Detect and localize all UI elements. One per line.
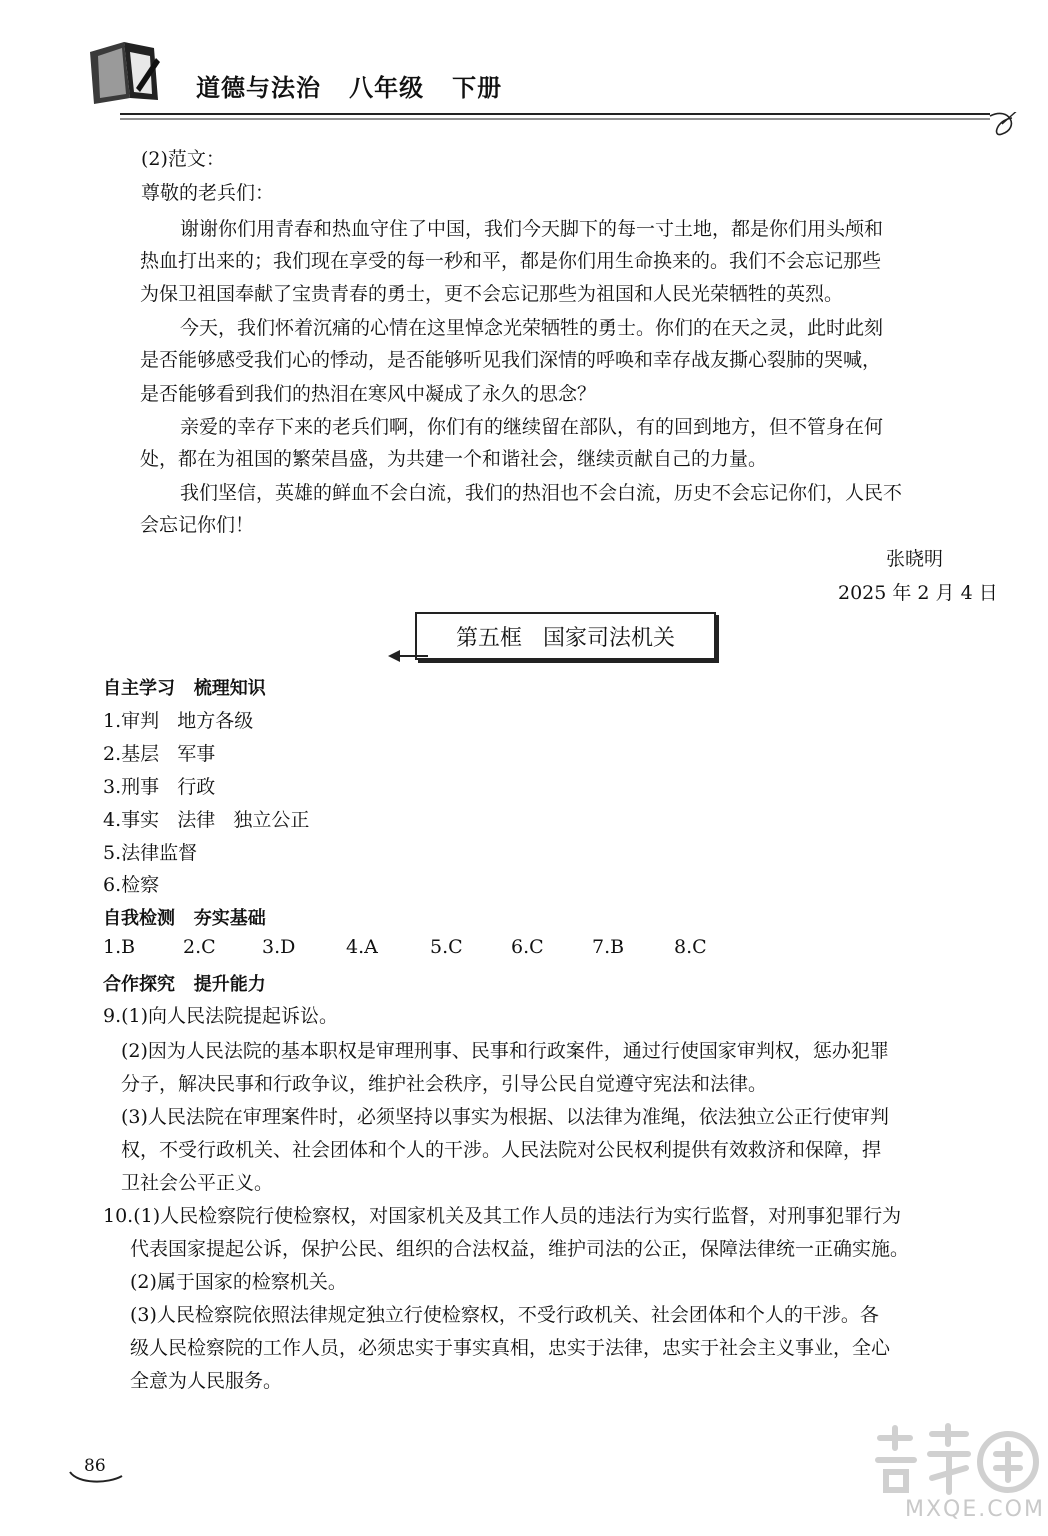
- header-rule: [120, 112, 1030, 152]
- essay-salutation: 尊敬的老兵们：: [141, 182, 275, 204]
- watermark-logo: [870, 1420, 1040, 1500]
- section-title: 第五框 国家司法机关: [415, 612, 716, 660]
- essay-line: 我们坚信，英雄的鲜血不会白流，我们的热泪也不会白流，历史不会忘记你们，人民不: [180, 482, 903, 504]
- essay-line: 今天，我们怀着沉痛的心情在这里悼念光荣牺牲的勇士。你们的在天之灵，此时此刻: [180, 317, 884, 339]
- answer-line: 级人民检察院的工作人员，必须忠实于事实真相，忠实于法律，忠实于社会主义事业，全心: [130, 1337, 891, 1359]
- essay-line: 亲爱的幸存下来的老兵们啊，你们有的继续留在部队，有的回到地方，但不管身在何: [180, 416, 884, 438]
- list-item: 4.事实 法律 独立公正: [103, 809, 310, 831]
- essay-line: 处，都在为祖国的繁荣昌盛，为共建一个和谐社会，继续贡献自己的力量。: [140, 448, 768, 470]
- list-item: 3.刑事 行政: [103, 776, 216, 798]
- mc-answer: 2.C: [183, 936, 216, 958]
- answer-line: (2)因为人民法院的基本职权是审理刑事、民事和行政案件，通过行使国家审判权，惩办犯罪: [121, 1040, 889, 1062]
- watermark-url: MXQE.COM: [905, 1497, 1045, 1522]
- answer-line: 全意为人民服务。: [130, 1370, 283, 1392]
- essay-line: 热血打出来的；我们现在享受的每一秒和平，都是你们用生命换来的。我们不会忘记那些: [140, 250, 882, 272]
- page-number: 86: [84, 1456, 106, 1476]
- essay-line: 是否能够感受我们心的悸动，是否能够听见我们深情的呼唤和幸存战友撕心裂肺的哭喊，: [140, 349, 882, 371]
- answer-line: 权，不受行政机关、社会团体和个人的干涉。人民法院对公民权利提供有效救济和保障，捍: [121, 1139, 882, 1161]
- essay-date: 2025 年 2 月 4 日: [838, 582, 998, 604]
- list-item: 5.法律监督: [103, 842, 198, 864]
- list-item: 1.审判 地方各级: [103, 710, 254, 732]
- mc-answer: 5.C: [430, 936, 463, 958]
- list-item: 2.基层 军事: [103, 743, 216, 765]
- essay-line: 会忘记你们！: [140, 514, 255, 536]
- mc-answer: 6.C: [511, 936, 544, 958]
- answer-line: (3)人民法院在审理案件时，必须坚持以事实为根据、以法律为准绳，依法独立公正行使审判: [121, 1106, 889, 1128]
- self-check-heading: 自我检测 夯实基础: [103, 908, 266, 929]
- mc-answer: 3.D: [262, 936, 296, 958]
- mc-answer: 8.C: [674, 936, 707, 958]
- answer-line: 代表国家提起公诉，保护公民、组织的合法权益，维护司法的公正，保障法律统一正确实施。: [130, 1238, 910, 1260]
- essay-signature: 张晓明: [886, 548, 944, 570]
- answer-line: (3)人民检察院依照法律规定独立行使检察权，不受行政机关、社会团体和个人的干涉。各: [130, 1304, 879, 1326]
- book-logo-icon: [84, 38, 174, 108]
- mc-answer: 1.B: [103, 936, 136, 958]
- answer-line: 9.(1)向人民法院提起诉讼。: [103, 1005, 339, 1027]
- header-title: 道德与法治 八年级 下册: [196, 74, 503, 102]
- essay-line: 谢谢你们用青春和热血守住了中国，我们今天脚下的每一寸土地，都是你们用头颅和: [180, 218, 884, 240]
- answer-line: 卫社会公平正义。: [121, 1172, 274, 1194]
- mc-answer: 7.B: [592, 936, 625, 958]
- answer-line: (2)属于国家的检察机关。: [130, 1271, 347, 1293]
- self-study-heading: 自主学习 梳理知识: [103, 678, 266, 699]
- list-item: 6.检察: [103, 874, 160, 896]
- arrow-left-icon: [388, 646, 428, 666]
- essay-line: 为保卫祖国奉献了宝贵青春的勇士，更不会忘记那些为祖国和人民光荣牺牲的英烈。: [140, 283, 844, 305]
- answer-line: 10.(1)人民检察院行使检察权，对国家机关及其工作人员的违法行为实行监督，对刑事犯罪行为: [103, 1205, 902, 1227]
- essay-line: 是否能够看到我们的热泪在寒风中凝成了永久的思念？: [140, 383, 597, 405]
- mc-answer: 4.A: [346, 936, 378, 958]
- answer-line: 分子，解决民事和行政争议，维护社会秩序，引导公民自觉遵守宪法和法律。: [121, 1073, 768, 1095]
- explore-heading: 合作探究 提升能力: [103, 974, 266, 995]
- page-curve-ornament: [68, 1470, 128, 1486]
- essay-label: (2)范文：: [141, 148, 225, 170]
